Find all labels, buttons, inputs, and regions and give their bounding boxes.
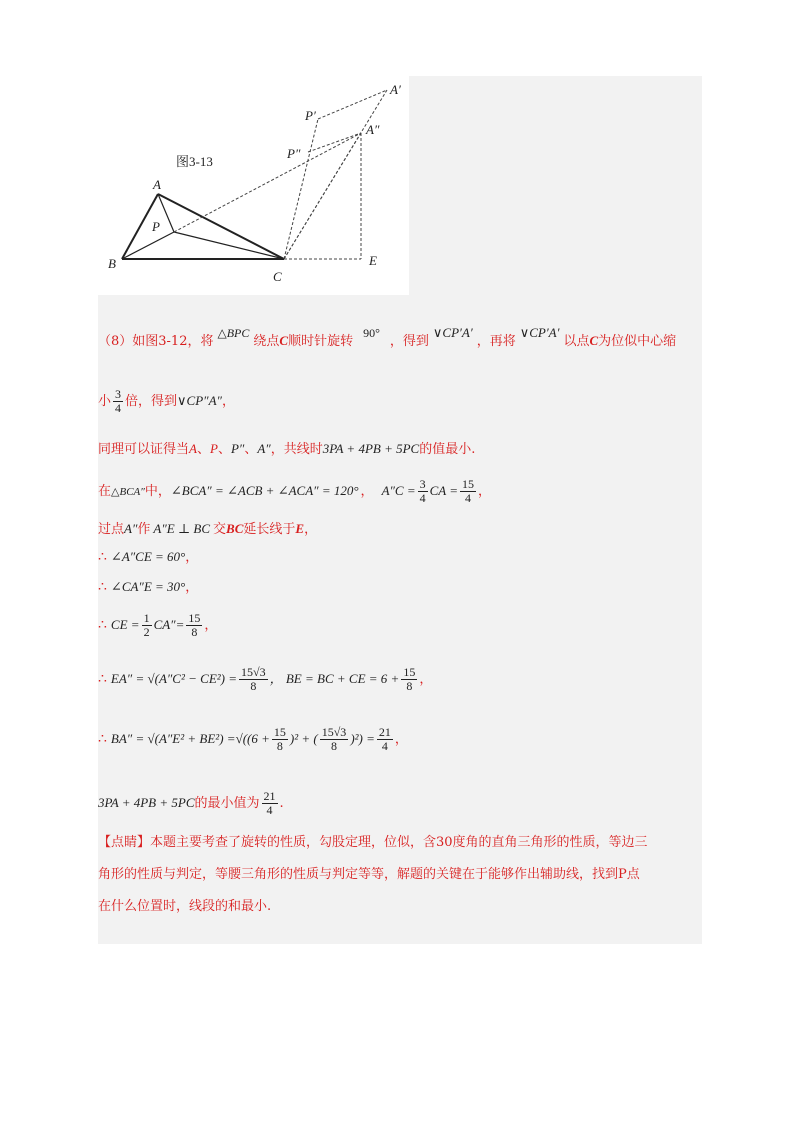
l5-App: A″ [124, 521, 138, 536]
l5-end: ， [304, 522, 318, 537]
step8-tri4: ∨CP″A″ [177, 393, 222, 408]
l4-a: 在 [98, 484, 112, 499]
l4-lhs: A″C = [381, 483, 416, 498]
step8-mid2: 顺时针旋转 [288, 334, 354, 349]
therefore-icon: ∴ [98, 671, 107, 687]
figure-svg [98, 76, 409, 295]
step8-mid3: ，得到 [389, 334, 429, 349]
l10-lhs: BA″ = √(A″E² + BE²) = [110, 731, 236, 746]
step8-tri2: ∨CP′A′ [432, 325, 473, 340]
step8-mid1: 绕点 [253, 334, 280, 349]
frac-den: 4 [115, 401, 122, 415]
fraction-3-4b [418, 478, 428, 505]
figure-label: 图3-13 [176, 154, 213, 169]
l5-d: 延长线于 [243, 522, 296, 537]
fraction-3-4 [113, 388, 123, 415]
l11-expr: 3PA + 4PB + 5PC [98, 795, 195, 810]
l7-end: ， [185, 580, 199, 595]
l8-fnum: 1 [143, 611, 150, 625]
label-A: A [153, 177, 161, 192]
l3-s1: 、 [196, 442, 210, 457]
l9-rden: 8 [250, 679, 257, 693]
geometry-figure [98, 76, 409, 295]
label-P-prime: P′ [305, 108, 316, 123]
therefore-icon: ∴ [98, 549, 107, 565]
l9-end: ， [419, 672, 433, 687]
step8-line1 [98, 325, 677, 351]
step8-line2-prefix: 小 [98, 394, 112, 409]
fraction-15-8b [401, 666, 417, 693]
step8-mid5: 以点 [563, 334, 590, 349]
l6-expr: ∠A″CE = 60° [110, 549, 186, 564]
l3-P: P [209, 441, 218, 456]
ce-line [98, 612, 217, 639]
l10-rnum: 21 [378, 725, 391, 739]
comment-line1 [98, 834, 648, 852]
comment-line3 [98, 898, 271, 916]
l3-s2: 、 [217, 442, 231, 457]
l10-n1: 15 [273, 725, 286, 739]
l9-lhs: EA″ = √(A″C² − CE²) = [110, 671, 238, 686]
l4-end: ， [478, 484, 492, 499]
l4-rnum: 15 [462, 477, 475, 491]
l8-lhs: CE = [110, 617, 140, 632]
step8-line2 [98, 388, 235, 415]
l3-Ppp: P″ [230, 441, 245, 456]
comment-line2 [98, 866, 640, 884]
l6-end: ， [185, 550, 199, 565]
l3-s3: 、 [244, 442, 258, 457]
frac-num: 3 [115, 387, 122, 401]
l5-perp: A″E ⊥ BC [153, 521, 211, 536]
step8-line2-end: ， [221, 394, 235, 409]
segment-PpAp [318, 90, 387, 119]
l9-rnum: 15√3 [241, 665, 266, 679]
therefore-icon: ∴ [98, 731, 107, 747]
comment-l3: 在什么位置时，线段的和最小. [98, 899, 272, 914]
step8-c1: C [279, 333, 289, 348]
l11-num: 21 [263, 789, 276, 803]
fraction-15-8c [272, 726, 288, 753]
l8-fden: 2 [143, 625, 150, 639]
l8-end: ， [204, 618, 218, 633]
collinear-line [98, 440, 475, 459]
l5-BC: BC [226, 521, 244, 536]
l4-tri: △BCA″ [111, 486, 145, 498]
segment-PppApp [308, 133, 361, 152]
l5-c: 交 [213, 522, 227, 537]
l3-App: A″ [257, 441, 271, 456]
step8-tri3: ∨CP′A′ [519, 325, 560, 340]
l5-E: E [295, 521, 305, 536]
comment-tag: 【点睛】 [98, 835, 151, 850]
label-A-double: A″ [366, 122, 380, 137]
l11-text: 的最小值为 [194, 796, 260, 811]
therefore-icon: ∴ [98, 617, 107, 633]
perpendicular-line [98, 520, 317, 539]
l11-end: . [279, 796, 284, 811]
step8-mid4: ，再将 [476, 334, 516, 349]
label-E: E [369, 253, 377, 268]
l5-a: 过点 [98, 522, 125, 537]
l10-d2: 8 [331, 739, 338, 753]
l4-mid: CA = [429, 483, 459, 498]
l9-bnum: 15 [403, 665, 416, 679]
fraction-21-4 [377, 726, 393, 753]
l5-b: 作 [137, 522, 151, 537]
l9-mid: ， BE = BC + CE = 6 + [269, 671, 400, 686]
l10-d1: 8 [276, 739, 283, 753]
l3-c: 的值最小. [419, 442, 476, 457]
fraction-15-8 [186, 612, 202, 639]
l10-n2: 15√3 [321, 725, 347, 739]
comment-l1: 本题主要考查了旋转的性质，勾股定理，位似，含30度角的直角三角形的性质，等边三 [150, 835, 648, 850]
l10-rden: 4 [381, 739, 388, 753]
segment-CP-prime [284, 119, 318, 259]
segment-CA-prime [284, 90, 387, 259]
fraction-1-2 [142, 612, 152, 639]
step8-mid6: 为位似中心缩 [598, 334, 677, 349]
l10-mid: )² + ( [289, 731, 318, 746]
l4-comma: ， [360, 484, 374, 499]
step8-c2: C [589, 333, 599, 348]
angle-60-line [98, 548, 198, 567]
label-B: B [108, 256, 116, 271]
fraction-15-4 [460, 478, 476, 505]
l4-angle: ∠BCA″ = ∠ACB + ∠ACA″ = 120° [170, 483, 359, 498]
step8-tri1: △BPC [217, 326, 250, 340]
l7-expr: ∠CA″E = 30° [110, 579, 186, 594]
min-value-line [98, 790, 284, 817]
segment-AP [158, 194, 174, 232]
ba-line [98, 726, 408, 753]
l3-b: ，共线时 [270, 442, 323, 457]
ea-be-line [98, 666, 432, 693]
segment-P-Adouble [174, 133, 361, 232]
step8-deg: 90° [363, 326, 380, 340]
fraction-15r3-8b [320, 726, 349, 753]
l9-bden: 8 [406, 679, 413, 693]
comment-l2: 角形的性质与判定，等腰三角形的性质与判定等等，解题的关键在于能够作出辅助线，找到P点 [98, 867, 640, 882]
l4-fden: 4 [419, 491, 426, 505]
l4-rden: 4 [465, 491, 472, 505]
l4-fnum: 3 [419, 477, 426, 491]
label-P-double: P″ [287, 146, 301, 161]
fraction-21-4b [262, 790, 278, 817]
l8-mid: CA″= [153, 617, 185, 632]
l11-den: 4 [266, 803, 273, 817]
l10-end: ， [394, 732, 408, 747]
step8-prefix: （8）如图3-12，将 [98, 334, 214, 349]
fraction-15r3-8 [239, 666, 268, 693]
l8-rden: 8 [191, 625, 198, 639]
label-A-prime: A′ [390, 82, 401, 97]
l3-expr: 3PA + 4PB + 5PC [322, 441, 420, 456]
angle-30-line [98, 578, 198, 597]
label-P: P [152, 219, 160, 234]
label-C: C [273, 269, 282, 284]
l10-sqrt-open: √((6 + [235, 731, 270, 746]
step8-line2-mid: 倍，得到 [125, 394, 178, 409]
triangle-line [98, 478, 491, 505]
l10-close: )²) = [350, 731, 375, 746]
therefore-icon: ∴ [98, 579, 107, 595]
l4-b: 中， [144, 484, 171, 499]
l3-a: 同理可以证得当 [98, 442, 190, 457]
l8-rnum: 15 [188, 611, 201, 625]
segment-AC [158, 194, 284, 259]
segment-PC [174, 232, 284, 259]
l3-A: A [189, 441, 197, 456]
